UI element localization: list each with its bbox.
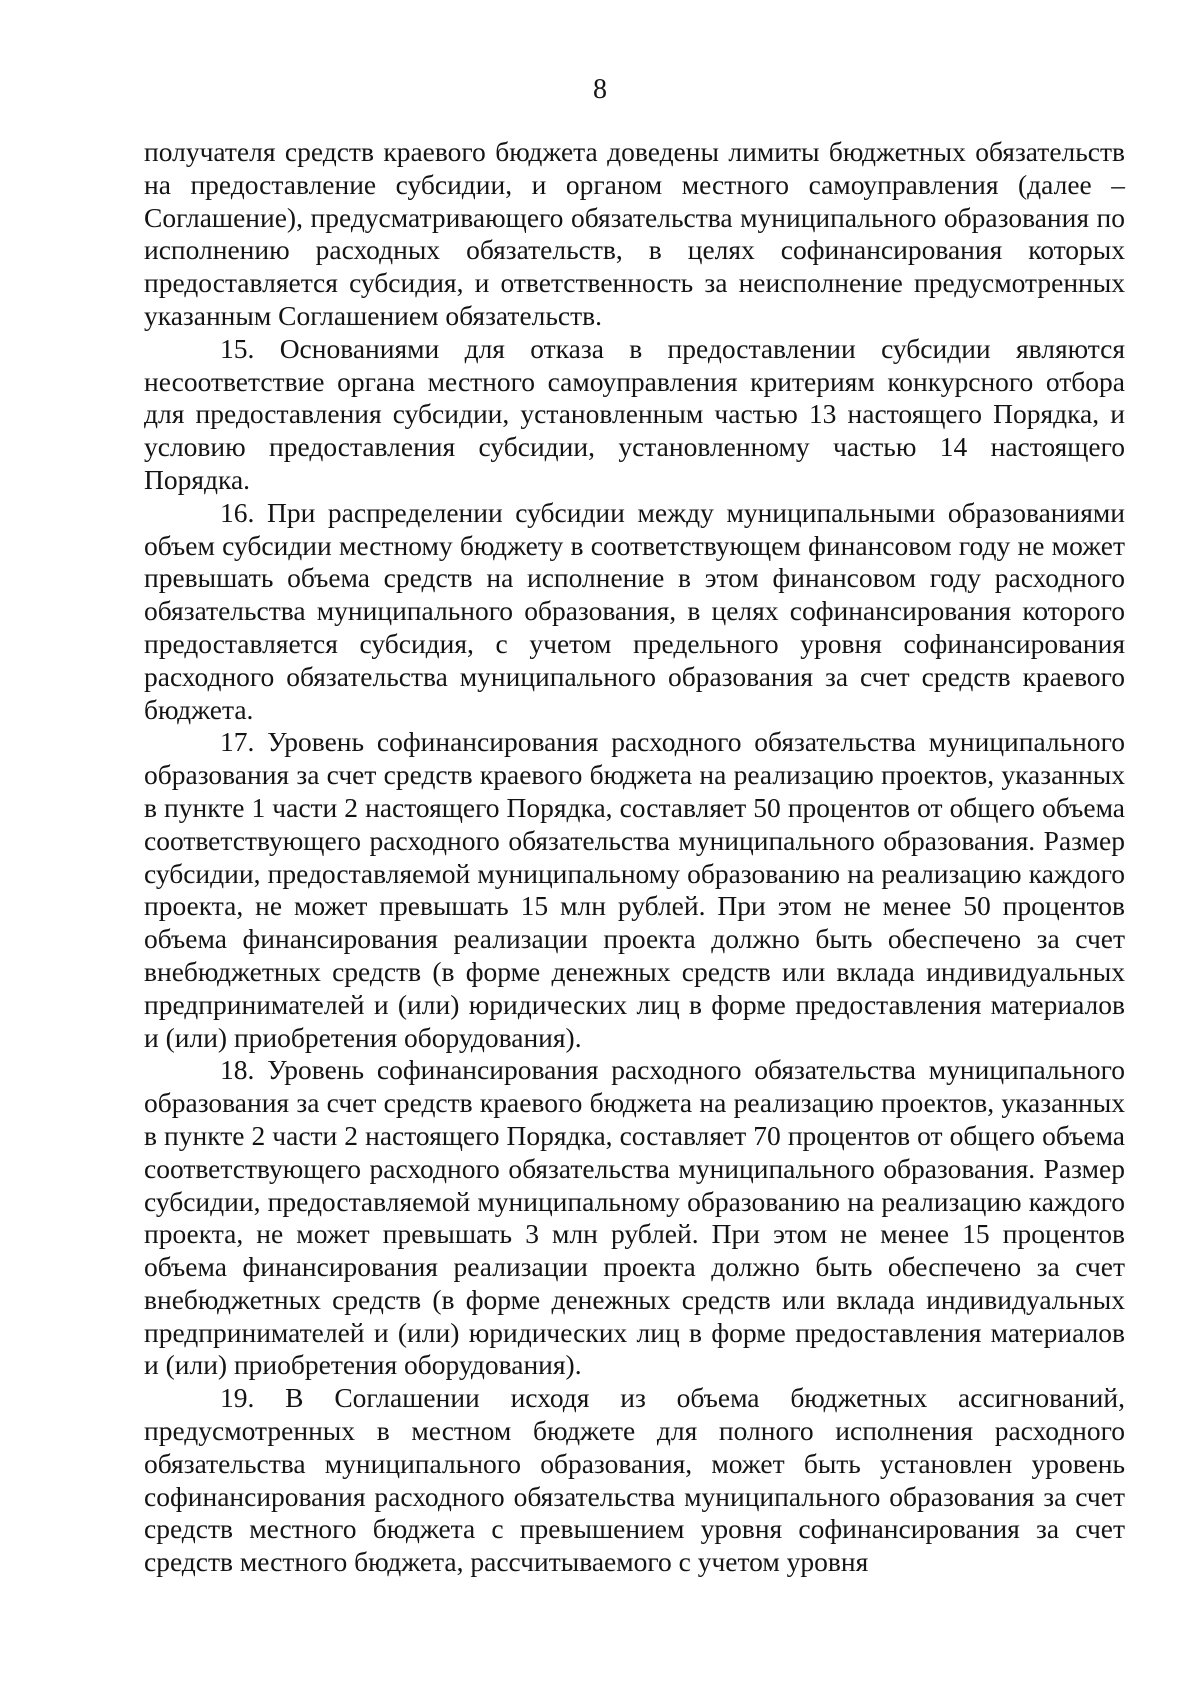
paragraph-item-15: 15. Основаниями для отказа в предоставлении субсидии являются несоответствие органа местного самоуправления критериям конкурсного отбора для предоставления субсидии, установленным частью 13 настоящего Порядка, и условию предоставления субсидии, установленному частью 14 настоящего Порядка. xyxy=(144,332,1125,495)
document-body xyxy=(144,136,1125,1579)
page-number: 8 xyxy=(593,74,607,105)
paragraph-continuation: получателя средств краевого бюджета доведены лимиты бюджетных обязательств на предоставление субсидии, и органом местного самоуправления (далее – Соглашение), предусматривающего обязательства муниципального образования по исполнению расходных обязательств, в целях софинансирования которых предоставляется субсидия, и ответственность за неисполнение предусмотренных указанным Соглашением обязательств. xyxy=(144,136,1125,331)
paragraph-item-17: 17. Уровень софинансирования расходного обязательства муниципального образования за счет средств краевого бюджета на реализацию проектов, указанных в пункте 1 части 2 настоящего Порядка, составляет 50 процентов от общего объема соответствующего расходного обязательства муниципального образования. Размер субсидии, предоставляемой муниципальному образованию на реализацию каждого проекта, не может превышать 15 млн рублей. При этом не менее 50 процентов объема финансирования реализации проекта должно быть обеспечено за счет внебюджетных средств (в форме денежных средств или вклада индивидуальных предпринимателей и (или) юридических лиц в форме предоставления материалов и (или) приобретения оборудования). xyxy=(144,726,1125,1053)
paragraph-item-19: 19. В Соглашении исходя из объема бюджетных ассигнований, предусмотренных в местном бюджете для полного исполнения расходного обязательства муниципального образования, может быть установлен уровень софинансирования расходного обязательства муниципального образования за счет средств местного бюджета с превышением уровня софинансирования за счет средств местного бюджета, рассчитываемого с учетом уровня xyxy=(144,1382,1125,1578)
paragraph-item-16: 16. При распределении субсидии между муниципальными образованиями объем субсидии местному бюджету в соответствующем финансовом году не может превышать объема средств на исполнение в этом финансовом году расходного обязательства муниципального образования, в целях софинансирования которого предоставляется субсидия, с учетом предельного уровня софинансирования расходного обязательства муниципального образования за счет средств краевого бюджета. xyxy=(144,496,1125,725)
paragraph-item-18: 18. Уровень софинансирования расходного обязательства муниципального образования за счет средств краевого бюджета на реализацию проектов, указанных в пункте 2 части 2 настоящего Порядка, составляет 70 процентов от общего объема соответствующего расходного обязательства муниципального образования. Размер субсидии, предоставляемой муниципальному образованию на реализацию каждого проекта, не может превышать 3 млн рублей. При этом не менее 15 процентов объема финансирования реализации проекта должно быть обеспечено за счет внебюджетных средств (в форме денежных средств или вклада индивидуальных предпринимателей и (или) юридических лиц в форме предоставления материалов и (или) приобретения оборудования). xyxy=(144,1054,1125,1381)
